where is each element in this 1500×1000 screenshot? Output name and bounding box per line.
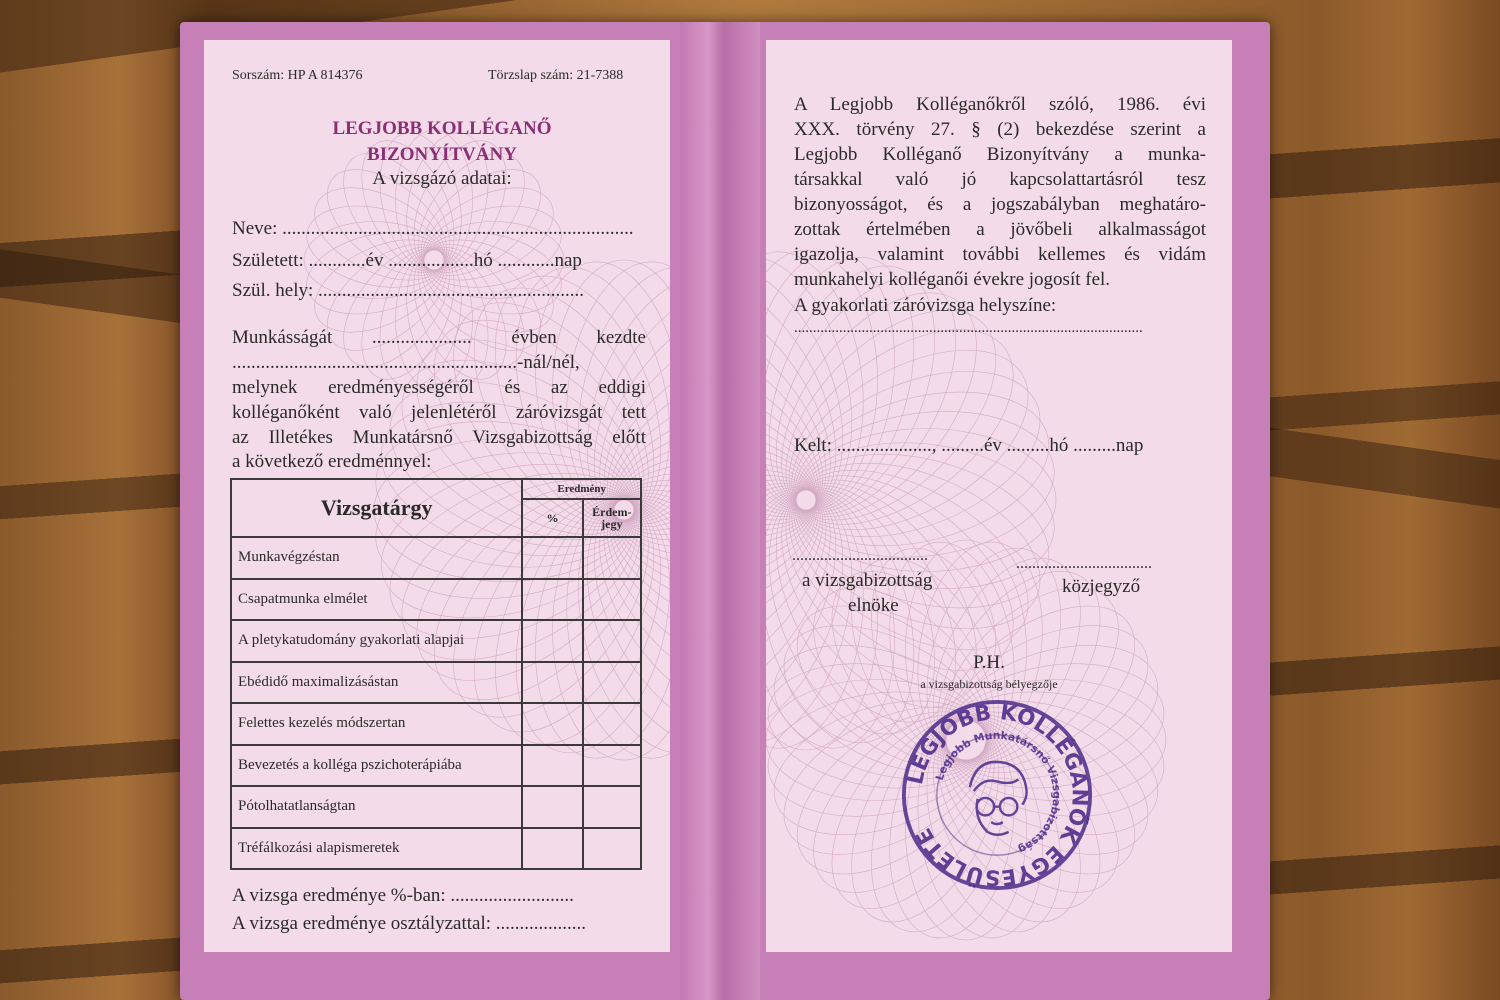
grade-cell <box>583 786 641 828</box>
result-grade-field: A vizsga eredménye osztályzattal: ................... <box>232 913 587 934</box>
paragraph-line: kolléganőként való jelenlétéről záróvizsgát tett <box>232 402 646 423</box>
subject-name: Csapatmunka elmélet <box>231 579 522 621</box>
paragraph-line: ............................................................-nál/nél, <box>232 352 580 373</box>
title-line-1: LEGJOBB KOLLÉGANŐ <box>332 118 552 139</box>
chair-label: elnöke <box>848 595 899 616</box>
exam-location-dots: ............................................................................................. <box>794 320 1143 336</box>
subject-name: A pletykatudomány gyakorlati alapjai <box>231 620 522 662</box>
table-row <box>231 828 641 870</box>
chair-signature-line: .................................. <box>792 547 928 564</box>
table-row <box>231 537 641 579</box>
subject-name: Bevezetés a kolléga pszichoterápiába <box>231 745 522 787</box>
svg-text:Legjobb Munkatársnő Vizsgabizo <box>933 729 1063 857</box>
paragraph-line: az Illetékes Munkatársnő Vizsgabizottság előtt <box>232 427 646 448</box>
grade-cell <box>583 579 641 621</box>
subject-name: Felettes kezelés módszertan <box>231 703 522 745</box>
grade-cell <box>583 828 641 870</box>
grade-cell <box>583 620 641 662</box>
notary-signature-line: .................................. <box>1016 555 1152 572</box>
exam-location-label: A gyakorlati záróvizsga helyszíne: <box>794 295 1057 316</box>
paragraph-line: a következő eredménnyel: <box>232 451 432 472</box>
percent-cell <box>522 662 582 704</box>
grade-cell <box>583 703 641 745</box>
stamp-seal <box>900 698 1094 892</box>
stamp-caption: a vizsgabizottság bélyegzője <box>920 677 1058 691</box>
result-header: Eredmény <box>522 479 641 499</box>
percent-cell <box>522 703 582 745</box>
percent-cell <box>522 786 582 828</box>
title-line-2: BIZONYÍTVÁNY <box>367 144 517 165</box>
svg-text:LEGJOBB KOLLÉGANŐK EGYESÜLETE <box>903 700 1092 890</box>
subject-name: Ebédidő maximalizásástan <box>231 662 522 704</box>
subject-header: Vizsgatárgy <box>231 479 522 537</box>
percent-header: % <box>522 499 582 537</box>
table-row <box>231 786 641 828</box>
table-row <box>231 620 641 662</box>
percent-cell <box>522 745 582 787</box>
subject-name: Pótolhatatlanságtan <box>231 786 522 828</box>
percent-cell <box>522 579 582 621</box>
paragraph-line: XXX. törvény 27. § (2) bekezdése szerint a <box>794 119 1206 140</box>
percent-cell <box>522 537 582 579</box>
subtitle: A vizsgázó adatai: <box>372 168 512 189</box>
paragraph-line: bizonyosságot, és a jogszabályban meghatáro- <box>794 194 1206 215</box>
chair-label: a vizsgabizottság <box>802 570 933 591</box>
dated-field: Kelt: ...................., .........év .........hó .........nap <box>794 435 1144 456</box>
notary-label: közjegyző <box>1062 576 1141 597</box>
left-page <box>204 40 670 952</box>
paragraph-line: melynek eredményességéről és az eddigi <box>232 377 646 398</box>
paragraph-line: igazolja, valamint további kellemes és vidám <box>794 244 1206 265</box>
woman-face-icon <box>970 762 1027 835</box>
percent-cell <box>522 828 582 870</box>
right-page <box>766 40 1232 952</box>
stamp-inner-text: Legjobb Munkatársnő Vizsgabizottság <box>932 728 1064 857</box>
paragraph-line: munkahelyi kolléganői évekre jogosít fel. <box>794 269 1111 290</box>
table-row <box>231 662 641 704</box>
grades-table <box>230 478 642 870</box>
stamp-outer-text: LEGJOBB KOLLÉGANŐK EGYESÜLETE <box>903 700 1092 890</box>
register-number: Törzslap szám: 21-7388 <box>488 68 624 83</box>
paragraph-line: A Legjobb Kolléganőkről szóló, 1986. évi <box>794 94 1206 115</box>
paragraph-line: zottak értelmében a jövőbeli alkalmasságot <box>794 219 1206 240</box>
serial-number: Sorszám: HP A 814376 <box>232 68 363 83</box>
paragraph-line: társakkal való jó kapcsolattartásról tesz <box>794 169 1206 190</box>
name-field: Neve: .......................................................................... <box>232 218 634 239</box>
birthplace-field: Szül. hely: ........................................................ <box>232 280 585 301</box>
born-field: Született: ............év ..................hó ............nap <box>232 250 582 271</box>
percent-cell <box>522 620 582 662</box>
grade-cell <box>583 745 641 787</box>
paragraph-line: Legjobb Kolléganő Bizonyítvány a munka- <box>794 144 1206 165</box>
paragraph-line: Munkásságát ..................... évben kezdte <box>232 327 646 348</box>
table-row <box>231 579 641 621</box>
subject-name: Tréfálkozási alapismeretek <box>231 828 522 870</box>
grade-header: Érdem- jegy <box>583 499 641 537</box>
table-row <box>231 703 641 745</box>
ph-mark: P.H. <box>973 652 1005 673</box>
table-row <box>231 745 641 787</box>
grade-cell <box>583 662 641 704</box>
result-percent-field: A vizsga eredménye %-ban: .......................... <box>232 885 574 906</box>
subject-name: Munkavégzéstan <box>231 537 522 579</box>
certificate-spine <box>680 22 760 1000</box>
grade-cell <box>583 537 641 579</box>
